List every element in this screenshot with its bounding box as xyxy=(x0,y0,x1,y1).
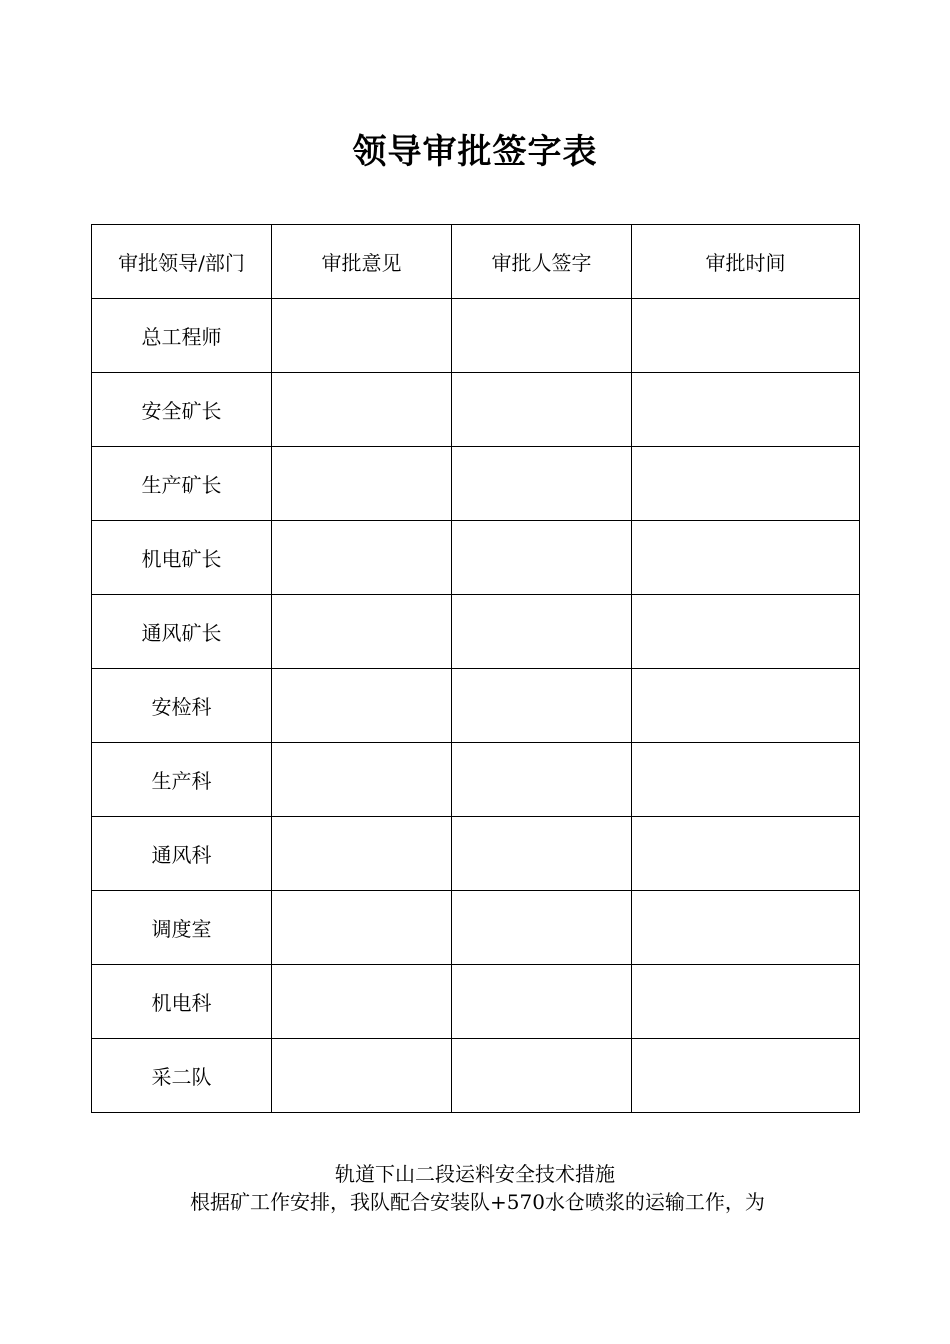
opinion-cell[interactable] xyxy=(272,1039,452,1113)
header-dept: 审批领导/部门 xyxy=(92,225,272,299)
dept-cell: 采二队 xyxy=(92,1039,272,1113)
opinion-cell[interactable] xyxy=(272,669,452,743)
table-row xyxy=(92,1039,860,1113)
table-row xyxy=(92,669,860,743)
dept-cell: 生产矿长 xyxy=(92,447,272,521)
signature-cell[interactable] xyxy=(452,669,632,743)
time-cell[interactable] xyxy=(632,891,860,965)
table-row xyxy=(92,373,860,447)
signature-cell[interactable] xyxy=(452,743,632,817)
table-row xyxy=(92,521,860,595)
dept-cell: 机电矿长 xyxy=(92,521,272,595)
approval-table xyxy=(91,224,860,1113)
table-row xyxy=(92,891,860,965)
dept-cell: 调度室 xyxy=(92,891,272,965)
table-row xyxy=(92,965,860,1039)
header-time: 审批时间 xyxy=(632,225,860,299)
measures-heading: 轨道下山二段运料安全技术措施 xyxy=(335,1162,615,1186)
signature-cell[interactable] xyxy=(452,817,632,891)
time-cell[interactable] xyxy=(632,669,860,743)
dept-cell: 生产科 xyxy=(92,743,272,817)
dept-cell: 总工程师 xyxy=(92,299,272,373)
signature-cell[interactable] xyxy=(452,595,632,669)
time-cell[interactable] xyxy=(632,373,860,447)
signature-cell[interactable] xyxy=(452,447,632,521)
signature-cell[interactable] xyxy=(452,373,632,447)
opinion-cell[interactable] xyxy=(272,743,452,817)
header-signature: 审批人签字 xyxy=(452,225,632,299)
time-cell[interactable] xyxy=(632,595,860,669)
table-row xyxy=(92,743,860,817)
opinion-cell[interactable] xyxy=(272,595,452,669)
opinion-cell[interactable] xyxy=(272,373,452,447)
time-cell[interactable] xyxy=(632,521,860,595)
time-cell[interactable] xyxy=(632,299,860,373)
time-cell[interactable] xyxy=(632,743,860,817)
page-title: 领导审批签字表 xyxy=(352,132,598,172)
opinion-cell[interactable] xyxy=(272,965,452,1039)
dept-cell: 通风矿长 xyxy=(92,595,272,669)
table-row xyxy=(92,595,860,669)
table-row xyxy=(92,447,860,521)
signature-cell[interactable] xyxy=(452,965,632,1039)
header-opinion: 审批意见 xyxy=(272,225,452,299)
signature-cell[interactable] xyxy=(452,521,632,595)
time-cell[interactable] xyxy=(632,1039,860,1113)
time-cell[interactable] xyxy=(632,817,860,891)
opinion-cell[interactable] xyxy=(272,817,452,891)
signature-cell[interactable] xyxy=(452,1039,632,1113)
signature-cell[interactable] xyxy=(452,891,632,965)
dept-cell: 安全矿长 xyxy=(92,373,272,447)
dept-cell: 安检科 xyxy=(92,669,272,743)
dept-cell: 机电科 xyxy=(92,965,272,1039)
dept-cell: 通风科 xyxy=(92,817,272,891)
time-cell[interactable] xyxy=(632,965,860,1039)
opinion-cell[interactable] xyxy=(272,891,452,965)
opinion-cell[interactable] xyxy=(272,447,452,521)
table-row xyxy=(92,817,860,891)
opinion-cell[interactable] xyxy=(272,299,452,373)
time-cell[interactable] xyxy=(632,447,860,521)
measures-body-text: 根据矿工作安排，我队配合安装队+570水仓喷浆的运输工作，为 xyxy=(190,1190,765,1214)
signature-cell[interactable] xyxy=(452,299,632,373)
table-row xyxy=(92,299,860,373)
table-header-row xyxy=(92,225,860,299)
opinion-cell[interactable] xyxy=(272,521,452,595)
